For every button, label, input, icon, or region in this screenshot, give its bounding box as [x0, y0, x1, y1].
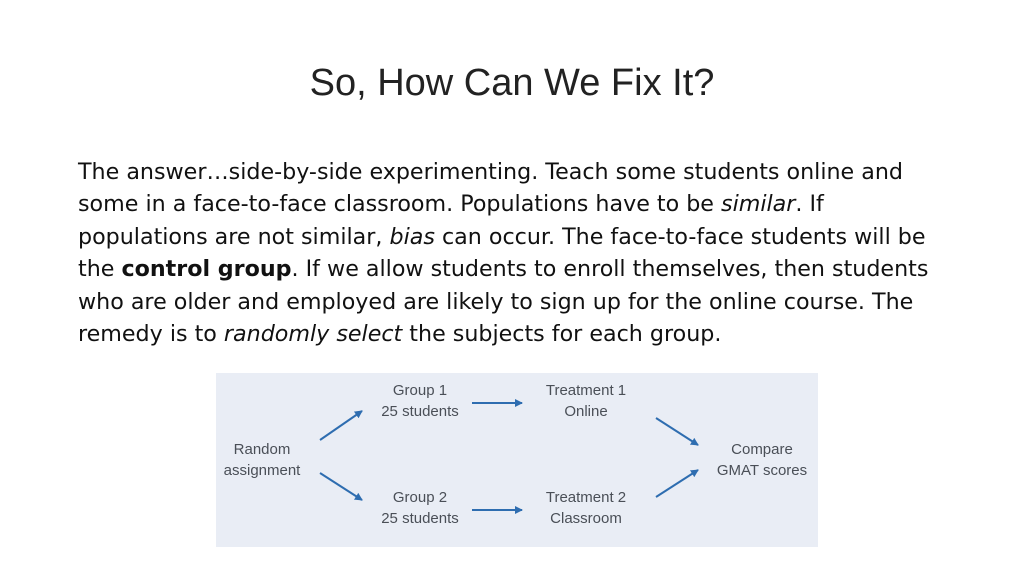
compare-label — [706, 439, 818, 481]
emphasis-bias: bias — [389, 223, 435, 250]
body-text-4: . If we allow students to enroll themselves, then students who are older and employed are likely to sign up for the online course. The remedy is to — [78, 256, 929, 348]
emphasis-similar: similar — [721, 191, 796, 218]
group2-line2: 25 students — [381, 510, 459, 527]
compare-line1: Compare — [731, 441, 793, 458]
random-assignment-line1: Random — [233, 441, 291, 458]
emphasis-control-group: control group — [121, 256, 292, 283]
treatment2-label — [532, 487, 640, 529]
group2-label — [366, 487, 474, 529]
treatment1-label — [532, 380, 640, 422]
group1-label — [366, 380, 474, 422]
arrow-treatment2-to-compare — [656, 470, 698, 497]
body-text-2: . If populations are not similar, — [78, 191, 824, 250]
treatment2-line1: Treatment 2 — [545, 489, 627, 506]
group2-line1: Group 2 — [392, 489, 448, 506]
group1-line2: 25 students — [381, 403, 459, 420]
body-paragraph — [78, 156, 958, 350]
random-assignment-line2: assignment — [223, 462, 301, 479]
arrow-treatment1-to-compare — [656, 418, 698, 445]
treatment1-line2: Online — [564, 403, 608, 420]
emphasis-randomly-select: randomly select — [223, 321, 403, 348]
treatment2-line2: Classroom — [550, 510, 622, 527]
body-text-5: the subjects for each group. — [402, 321, 722, 348]
body-text-3: can occur. The face-to-face students will be the — [78, 223, 926, 283]
arrow-random-to-group2 — [320, 473, 362, 500]
group1-line1: Group 1 — [392, 382, 448, 399]
slide-title: So, How Can We Fix It? — [309, 62, 715, 104]
arrow-random-to-group1 — [320, 411, 362, 440]
compare-line2: GMAT scores — [716, 462, 808, 479]
body-text-1: The answer…side-by-side experimenting. Teach some students online and some in a face-to-face classroom. Populations have to be — [78, 159, 903, 218]
random-assignment-label — [216, 439, 308, 481]
experiment-diagram — [216, 373, 818, 547]
treatment1-line1: Treatment 1 — [545, 382, 627, 399]
